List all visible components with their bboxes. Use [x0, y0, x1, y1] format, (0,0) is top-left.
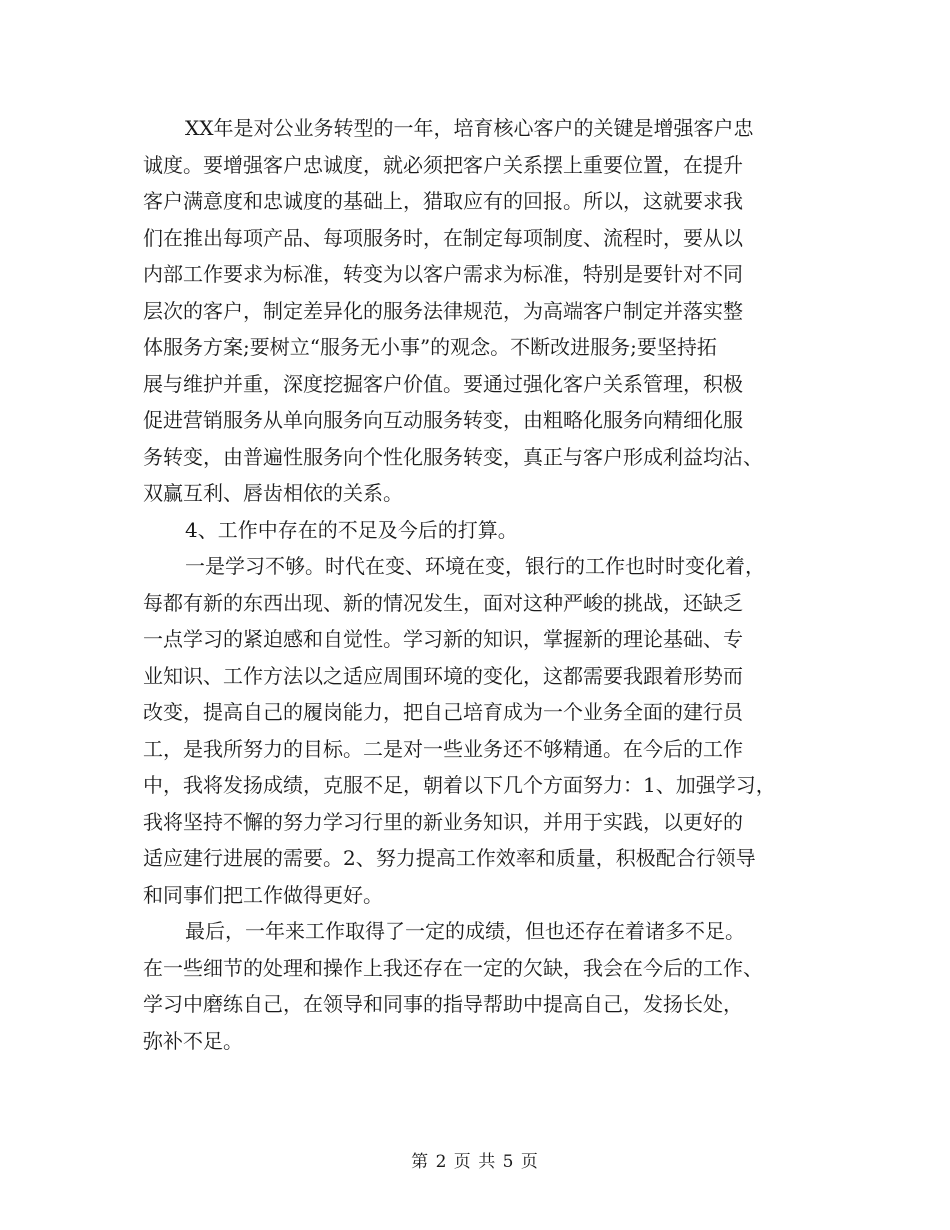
text-line: 诚度。要增强客户忠诚度，就必须把客户关系摆上重要位置，在提升 — [143, 152, 743, 177]
page-number-footer: 第 2 页 共 5 页 — [411, 1152, 539, 1172]
text-line: 客户满意度和忠诚度的基础上，猎取应有的回报。所以，这就要求我 — [143, 189, 743, 213]
text-line: 我将坚持不懈的努力学习行里的新业务知识，并用于实践，以更好的 — [143, 809, 743, 834]
text-line: 和同事们把工作做得更好。 — [143, 882, 383, 907]
text-line: 工，是我所努力的目标。二是对一些业务还不够精通。在今后的工作 — [143, 736, 743, 761]
text-line: 最后，一年来工作取得了一定的成绩，但也还存在着诸多不足。 — [185, 919, 745, 943]
text-line: 内部工作要求为标准，转变为以客户需求为标准，特别是要针对不同 — [143, 262, 743, 286]
text-line: XX年是对公业务转型的一年，培育核心客户的关键是增强客户忠 — [185, 116, 754, 140]
text-line: 适应建行进展的需要。2、努力提高工作效率和质量，积极配合行领导 — [143, 846, 756, 870]
text-line: 在一些细节的处理和操作上我还存在一定的欠缺，我会在今后的工作、 — [143, 955, 763, 980]
text-line: 促进营销服务从单向服务向互动服务转变，由粗略化服务向精细化服 — [143, 408, 743, 432]
text-line: 一点学习的紧迫感和自觉性。学习新的知识，掌握新的理论基础、专 — [143, 627, 743, 651]
text-line: 层次的客户，制定差异化的服务法律规范，为高端客户制定并落实整 — [143, 298, 743, 323]
text-line: 体服务方案;要树立“服务无小事”的观念。不断改进服务;要坚持拓 — [143, 335, 717, 359]
body-text — [143, 110, 823, 1059]
text-line: 务转变，由普遍性服务向个性化服务转变，真正与客户形成利益均沾、 — [143, 444, 763, 469]
text-line: 双赢互利、唇齿相依的关系。 — [143, 481, 403, 505]
text-line: 业知识、工作方法以之适应周围环境的变化，这都需要我跟着形势而 — [143, 663, 743, 688]
text-line: 每都有新的东西出现、新的情况发生，面对这种严峻的挑战，还缺乏 — [143, 590, 743, 615]
text-line: 改变，提高自己的履岗能力，把自己培育成为一个业务全面的建行员 — [143, 700, 743, 724]
text-line: 弥补不足。 — [143, 1028, 243, 1053]
text-line: 中，我将发扬成绩，克服不足，朝着以下几个方面努力：1、加强学习， — [143, 773, 776, 797]
text-line: 们在推出每项产品、每项服务时，在制定每项制度、流程时，要从以 — [143, 225, 743, 250]
section-heading: 4、工作中存在的不足及今后的打算。 — [185, 517, 518, 542]
text-line: 学习中磨练自己，在领导和同事的指导帮助中提高自己，发扬长处， — [143, 992, 743, 1016]
text-line: 一是学习不够。时代在变、环境在变，银行的工作也时时变化着， — [185, 554, 765, 578]
text-line: 展与维护并重，深度挖掘客户价值。要通过强化客户关系管理，积极 — [143, 371, 743, 396]
